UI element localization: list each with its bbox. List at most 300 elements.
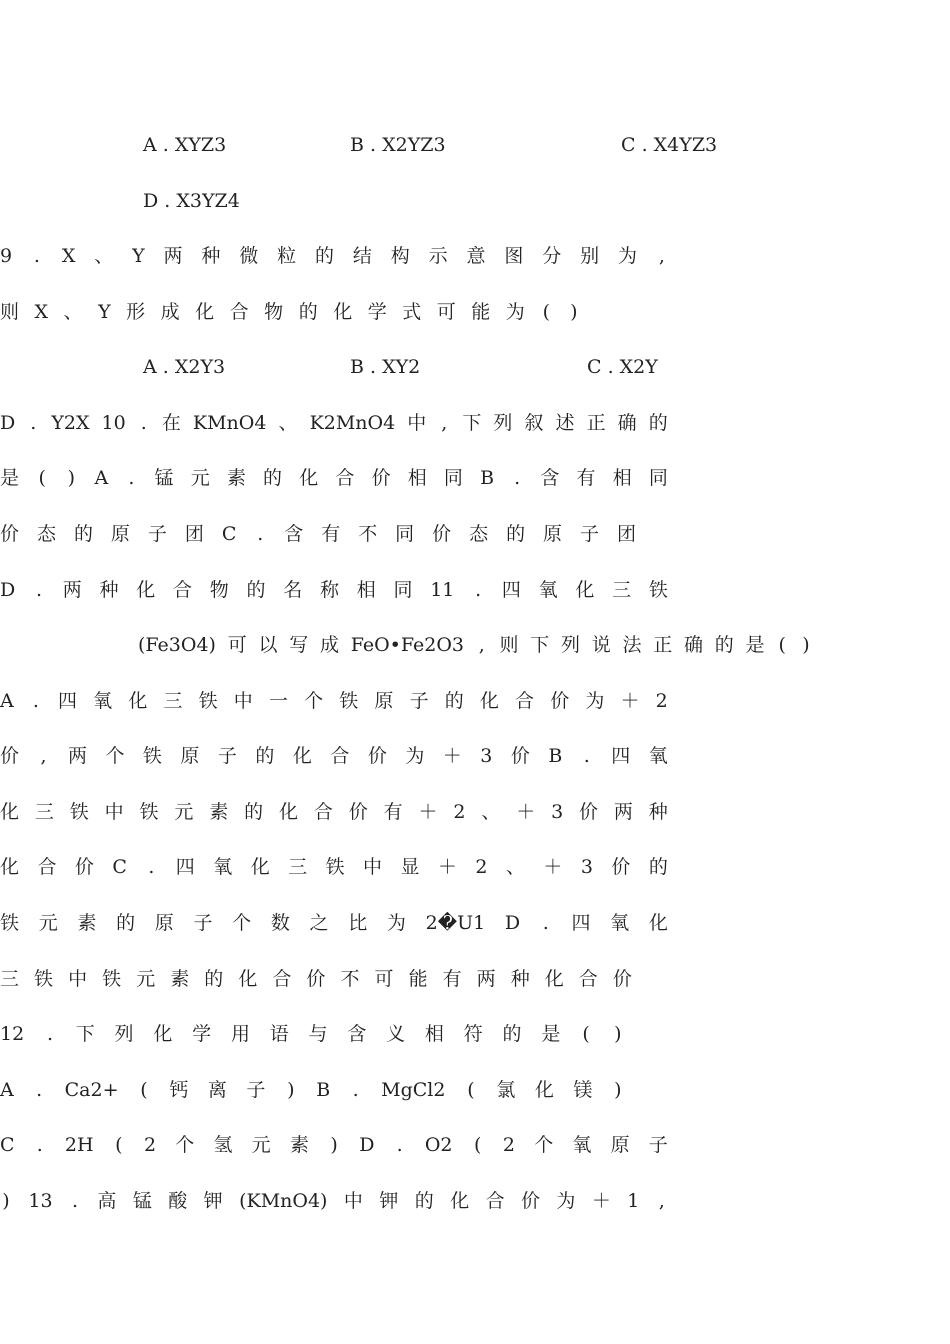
text-line-7: [0, 463, 668, 493]
text-token: 义: [386, 1023, 406, 1045]
text-token: .: [30, 412, 37, 434]
text-token: 个: [304, 690, 324, 712]
text-token: 列: [114, 1023, 134, 1045]
text-token: 确: [684, 634, 704, 656]
text-token: 法: [622, 634, 642, 656]
text-token: 氧: [572, 1134, 592, 1156]
text-line-20: [0, 1186, 668, 1216]
text-token: 化: [292, 745, 312, 767]
text-token: 镁: [573, 1079, 593, 1101]
text-token: 学: [192, 1023, 212, 1045]
text-token: 的: [444, 690, 464, 712]
text-line-18: [0, 1075, 624, 1105]
text-token: 含: [347, 1023, 367, 1045]
text-token: 价: [74, 856, 94, 878]
option-b: B . XY2: [350, 356, 421, 378]
text-token: (: [778, 634, 786, 656]
text-token: 相: [356, 579, 376, 601]
text-token: ): [614, 1023, 622, 1045]
text-token: 三: [34, 801, 54, 823]
text-token: 12: [0, 1023, 25, 1045]
text-token: 子: [409, 690, 429, 712]
text-token: ＋: [418, 801, 438, 823]
text-token: 的: [714, 634, 734, 656]
text-token: 中: [363, 856, 383, 878]
text-token: 形: [126, 301, 146, 323]
text-line-11: [0, 686, 668, 716]
text-token: 相: [407, 467, 427, 489]
text-token: .: [396, 1134, 403, 1156]
text-token: 下: [75, 1023, 95, 1045]
text-token: 合: [330, 745, 350, 767]
text-token: 个: [175, 1134, 195, 1156]
text-token: ): [67, 467, 76, 489]
text-token: 价: [611, 856, 631, 878]
text-token: 为: [585, 690, 605, 712]
text-token: 数: [270, 912, 290, 934]
text-token: 三: [288, 856, 308, 878]
text-token: 语: [269, 1023, 289, 1045]
text-token: 价: [612, 968, 632, 990]
text-token: A: [0, 690, 14, 712]
text-token: .: [542, 912, 549, 934]
text-token: (: [542, 301, 550, 323]
text-line-12: [0, 741, 668, 771]
text-token: 四: [501, 579, 521, 601]
text-token: .: [128, 467, 135, 489]
text-token: 氯: [496, 1079, 516, 1101]
text-token: 原: [110, 523, 130, 545]
text-token: 个: [534, 1134, 554, 1156]
text-token: D: [0, 579, 16, 601]
text-line-6: [0, 408, 668, 438]
text-token: .: [32, 690, 39, 712]
text-token: 价: [510, 745, 530, 767]
text-token: 四: [571, 912, 591, 934]
text-token: 氧: [610, 912, 630, 934]
text-token: ): [287, 1079, 295, 1101]
text-token: 的: [255, 745, 275, 767]
text-token: 原: [374, 690, 394, 712]
text-token: 2: [502, 1134, 515, 1156]
text-token: ,: [40, 745, 47, 767]
text-token: 子: [147, 523, 167, 545]
text-token: 合: [172, 579, 192, 601]
text-token: 三: [163, 690, 183, 712]
text-token: Ca2+: [64, 1079, 119, 1101]
text-token: 为: [405, 745, 425, 767]
text-token: ,: [441, 412, 448, 434]
text-token: MgCl2: [381, 1079, 446, 1101]
text-token: 10: [101, 412, 126, 434]
text-token: (: [38, 467, 46, 489]
text-token: 一: [268, 690, 288, 712]
text-token: 2: [655, 690, 668, 712]
text-token: .: [140, 412, 147, 434]
text-token: 合: [335, 467, 355, 489]
text-token: 2: [475, 856, 488, 878]
text-token: 、: [63, 301, 83, 323]
text-token: .: [514, 467, 521, 489]
text-token: 与: [308, 1023, 328, 1045]
text-token: 不: [358, 523, 378, 545]
text-token: 四: [58, 690, 78, 712]
text-token: 两: [613, 801, 633, 823]
text-token: 团: [616, 523, 636, 545]
text-token: 的: [73, 523, 93, 545]
text-token: 两: [67, 745, 87, 767]
text-token: 素: [209, 801, 229, 823]
text-token: 铁: [102, 968, 122, 990]
text-token: ): [802, 634, 810, 656]
text-token: 子: [246, 1079, 266, 1101]
text-token: 为: [617, 245, 637, 267]
text-token: 2�U1: [425, 912, 486, 934]
text-token: 化: [534, 1079, 554, 1101]
text-token: 能: [471, 301, 491, 323]
text-token: .: [46, 1023, 53, 1045]
text-token: .: [33, 245, 40, 267]
text-token: 态: [36, 523, 56, 545]
text-token: 可: [374, 968, 394, 990]
text-token: 高: [97, 1190, 117, 1212]
text-token: Y: [132, 245, 145, 267]
text-token: 合: [313, 801, 333, 823]
text-token: 用: [230, 1023, 250, 1045]
text-token: B: [548, 745, 563, 767]
text-token: 子: [580, 523, 600, 545]
text-line-1: [143, 130, 811, 160]
text-token: K2MnO4: [309, 412, 396, 434]
text-token: 价: [306, 968, 326, 990]
text-token: 2: [143, 1134, 157, 1156]
text-token: 的: [263, 467, 283, 489]
text-token: 3: [480, 745, 493, 767]
text-token: (: [467, 1079, 475, 1101]
text-token: 列: [561, 634, 581, 656]
text-token: 是: [541, 1023, 561, 1045]
text-token: 合: [485, 1190, 505, 1212]
text-token: B: [480, 467, 495, 489]
text-token: 可: [227, 634, 247, 656]
text-token: 成: [160, 301, 180, 323]
text-token: ＋: [543, 856, 563, 878]
text-token: 价: [550, 690, 570, 712]
text-line-14: [0, 852, 668, 882]
text-token: 3: [551, 801, 564, 823]
text-token: 素: [77, 912, 97, 934]
text-token: 酸: [168, 1190, 188, 1212]
text-token: 的: [648, 856, 668, 878]
text-token: O2: [424, 1134, 453, 1156]
text-token: 的: [244, 801, 264, 823]
text-token: 在: [161, 412, 181, 434]
text-token: 元: [174, 801, 194, 823]
text-token: ,: [478, 634, 485, 656]
text-token: 含: [540, 467, 560, 489]
text-token: 是: [0, 467, 20, 489]
text-token: 有: [383, 801, 403, 823]
text-token: ＋: [591, 1190, 611, 1212]
option-c: C . X2Y: [587, 356, 658, 378]
text-token: 别: [580, 245, 600, 267]
text-token: 氧: [93, 690, 113, 712]
text-token: 团: [184, 523, 204, 545]
text-token: .: [35, 579, 42, 601]
text-token: 个: [232, 912, 252, 934]
text-line-16: [0, 964, 632, 994]
text-token: 则: [499, 634, 519, 656]
text-line-4: [0, 297, 580, 327]
text-token: 列: [493, 412, 513, 434]
text-token: 铁: [325, 856, 345, 878]
text-token: 13: [28, 1190, 53, 1212]
text-token: 名: [283, 579, 303, 601]
text-token: 个: [105, 745, 125, 767]
text-token: 的: [414, 1190, 434, 1212]
option-b: B . X2YZ3: [350, 134, 446, 156]
text-token: 的: [246, 579, 266, 601]
text-token: .: [148, 856, 155, 878]
text-token: 以: [258, 634, 278, 656]
text-token: 铁: [198, 690, 218, 712]
text-line-9: [0, 575, 668, 605]
text-token: 示: [428, 245, 448, 267]
text-token: 为: [386, 912, 406, 934]
text-token: 能: [408, 968, 428, 990]
text-token: 学: [367, 301, 387, 323]
text-token: 氢: [213, 1134, 233, 1156]
text-token: 的: [204, 968, 224, 990]
text-token: Y2X: [51, 412, 90, 434]
text-token: 三: [612, 579, 632, 601]
text-token: 种: [99, 579, 119, 601]
text-token: 中: [407, 412, 427, 434]
text-token: C: [221, 523, 237, 545]
text-token: ): [614, 1079, 622, 1101]
text-token: 有: [576, 467, 596, 489]
text-token: 物: [209, 579, 229, 601]
text-token: 化: [450, 1190, 470, 1212]
text-token: (: [582, 1023, 590, 1045]
text-token: 3: [580, 856, 593, 878]
text-token: 中: [104, 801, 124, 823]
text-token: 铁: [339, 690, 359, 712]
text-token: 微: [239, 245, 259, 267]
text-token: 价: [371, 467, 391, 489]
text-token: 铁: [0, 912, 20, 934]
text-token: B: [316, 1079, 331, 1101]
text-line-19: [0, 1130, 668, 1160]
text-line-8: [0, 519, 636, 549]
text-token: 分: [542, 245, 562, 267]
text-token: (KMnO4): [239, 1190, 328, 1212]
text-token: 铁: [34, 968, 54, 990]
text-token: 同: [395, 523, 415, 545]
text-token: 、: [278, 412, 298, 434]
text-token: 述: [555, 412, 575, 434]
text-token: 、: [94, 245, 114, 267]
text-token: X: [34, 301, 49, 323]
text-token: ): [330, 1134, 338, 1156]
text-token: 相: [612, 467, 632, 489]
text-token: .: [583, 745, 590, 767]
text-token: 锰: [154, 467, 174, 489]
text-line-15: [0, 908, 668, 938]
text-token: .: [257, 523, 264, 545]
text-token: 化: [0, 801, 20, 823]
text-token: 素: [289, 1134, 309, 1156]
text-token: 图: [504, 245, 524, 267]
text-token: 价: [348, 801, 368, 823]
text-token: 是: [745, 634, 765, 656]
text-token: 同: [393, 579, 413, 601]
text-token: 种: [201, 245, 221, 267]
text-token: ): [570, 301, 578, 323]
text-token: 化: [333, 301, 353, 323]
text-token: 原: [610, 1134, 630, 1156]
text-token: (: [140, 1079, 148, 1101]
text-token: A: [94, 467, 109, 489]
text-token: 合: [229, 301, 249, 323]
text-token: 子: [193, 912, 213, 934]
text-token: 化: [575, 579, 595, 601]
text-token: D: [504, 912, 521, 934]
text-token: 写: [289, 634, 309, 656]
text-token: 合: [578, 968, 598, 990]
text-token: D: [359, 1134, 375, 1156]
text-token: 钾: [379, 1190, 399, 1212]
text-token: 铁: [69, 801, 89, 823]
text-token: 的: [506, 523, 526, 545]
text-token: 化: [544, 968, 564, 990]
text-token: 化: [153, 1023, 173, 1045]
text-token: ,: [658, 245, 665, 267]
text-token: 四: [611, 745, 631, 767]
text-token: 两: [163, 245, 183, 267]
text-token: 价: [579, 801, 599, 823]
text-token: .: [36, 1134, 43, 1156]
text-token: 称: [319, 579, 339, 601]
text-token: 中: [68, 968, 88, 990]
text-token: .: [352, 1079, 359, 1101]
text-token: 说: [591, 634, 611, 656]
text-token: 化: [279, 801, 299, 823]
text-token: (: [115, 1134, 123, 1156]
text-token: 含: [284, 523, 304, 545]
text-token: 相: [424, 1023, 444, 1045]
text-line-10: [138, 630, 812, 660]
text-token: .: [36, 1079, 43, 1101]
text-token: FeO•Fe2O3: [350, 634, 465, 656]
text-token: 钾: [203, 1190, 223, 1212]
text-line-5: [143, 352, 811, 382]
text-token: 元: [136, 968, 156, 990]
option-a: A . X2Y3: [143, 356, 226, 378]
text-token: ,: [658, 1190, 665, 1212]
text-token: 化: [238, 968, 258, 990]
text-token: 原: [543, 523, 563, 545]
text-token: 粒: [277, 245, 297, 267]
option-d: D . X3YZ4: [143, 190, 240, 212]
text-token: 符: [463, 1023, 483, 1045]
text-token: 合: [515, 690, 535, 712]
text-token: 四: [175, 856, 195, 878]
text-token: ＋: [442, 745, 462, 767]
text-token: ＋: [437, 856, 457, 878]
text-token: 价: [0, 745, 20, 767]
text-token: 的: [298, 301, 318, 323]
text-token: 下: [530, 634, 550, 656]
text-token: .: [71, 1190, 79, 1212]
text-token: X: [61, 245, 76, 267]
text-token: 子: [217, 745, 237, 767]
text-token: 合: [37, 856, 57, 878]
text-token: 的: [648, 412, 668, 434]
text-token: 子: [648, 1134, 668, 1156]
text-token: 可: [436, 301, 456, 323]
text-token: 式: [402, 301, 422, 323]
text-token: 下: [462, 412, 482, 434]
text-token: 原: [180, 745, 200, 767]
text-token: 中: [233, 690, 253, 712]
text-token: 的: [502, 1023, 522, 1045]
text-token: 同: [443, 467, 463, 489]
text-token: 中: [343, 1190, 363, 1212]
text-token: 1: [627, 1190, 640, 1212]
text-token: 化: [250, 856, 270, 878]
text-line-2: [143, 186, 811, 216]
text-token: 为: [505, 301, 525, 323]
text-token: 11: [430, 579, 455, 601]
text-token: 化: [648, 912, 668, 934]
text-token: 元: [251, 1134, 271, 1156]
text-token: 化: [195, 301, 215, 323]
text-token: 氧: [648, 745, 668, 767]
text-token: 元: [38, 912, 58, 934]
text-token: 素: [226, 467, 246, 489]
text-token: 氧: [538, 579, 558, 601]
text-token: 意: [466, 245, 486, 267]
text-token: 铁: [142, 745, 162, 767]
text-token: (: [474, 1134, 482, 1156]
text-token: 9: [0, 245, 13, 267]
text-token: 化: [136, 579, 156, 601]
text-token: D: [0, 412, 16, 434]
text-token: 铁: [139, 801, 159, 823]
text-token: 比: [348, 912, 368, 934]
text-token: 叙: [524, 412, 544, 434]
text-token: 的: [116, 912, 136, 934]
text-token: KMnO4: [192, 412, 267, 434]
text-token: 有: [442, 968, 462, 990]
option-a: A . XYZ3: [143, 134, 227, 156]
text-token: 种: [648, 801, 668, 823]
text-token: 氧: [213, 856, 233, 878]
text-token: 正: [586, 412, 606, 434]
text-token: 种: [510, 968, 530, 990]
text-token: 两: [476, 968, 496, 990]
text-token: 合: [272, 968, 292, 990]
text-token: C: [0, 1134, 15, 1156]
text-line-17: [0, 1019, 624, 1049]
text-token: 化: [128, 690, 148, 712]
text-token: 2H: [64, 1134, 94, 1156]
text-line-13: [0, 797, 668, 827]
text-token: 两: [62, 579, 82, 601]
text-token: 不: [340, 968, 360, 990]
text-token: 离: [207, 1079, 227, 1101]
